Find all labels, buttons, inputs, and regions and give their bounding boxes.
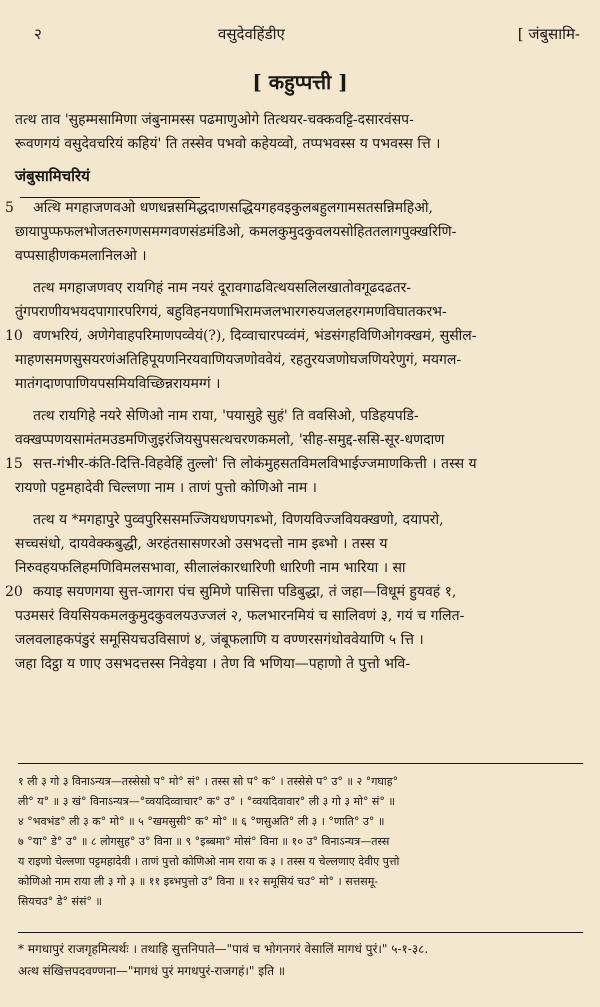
text-line: वक्खप्पणयसामंतमउडमणिजुइरंजियसुपसत्थचरणकमलो, 'सीह-समुद्द-ससि-सूर-धणदाण (15, 432, 445, 448)
text-line (5, 196, 590, 220)
footnote-divider (18, 932, 583, 933)
page-number: २ (34, 25, 42, 43)
line-number: 10 (5, 328, 23, 344)
note-line: य राइणो चेल्लणा पट्टमहादेवी । ताणं पुत्तो कोणिओ नाम राया क ३ । तस्स य चेल्लणाए देवीए पुत्तो (18, 855, 400, 868)
paragraph-start: तत्थ रायगिहे नयरे सेणिओ नाम राया, 'पयासुहे सुहं' ति ववसिओ, पडिहयपडि- (33, 408, 419, 424)
subheading-underline (20, 197, 200, 198)
text-line: जलवलाहकपंडुरं समूसियचउविसाणं ४, जंबूफलाणि य वण्णरसगंधोववेयाणि ५ त्ति । (15, 632, 424, 648)
line-content: कयाइ सयणगया सुत्त-जागरा पंच सुमिणे पासित्ता पडिबुद्धा, तं जहा—विधूमं हुयवहं १, (33, 584, 457, 600)
note-line: १ ली ३ गो ३ विनाऽन्यत्र—तस्सेसो प° मो° सं° । तस्स सो प° क° । तस्सेसे प° उ° ॥ २ °गघाह° (18, 775, 399, 788)
text-line: पउमसरं वियसियकमलकुमुदकुवलयउज्जलं २, फलभारनमियं च सालिवणं ३, गयं च गलित- (15, 608, 465, 624)
text-line (5, 580, 590, 604)
paragraph-start: तत्थ मगहाजणवए रायगिहं नाम नयरं दूरावगाढवित्थयसलिलखातोवगूढदढतर- (33, 280, 412, 296)
section-title: [ कहुप्पत्ती ] (252, 70, 348, 94)
running-right-title: [ जंबुसामि- (517, 25, 580, 43)
text-line (15, 276, 590, 300)
note-line: कोणिओ नाम राया ली ३ गो ३ ॥ ११ इब्भपुत्तो उ° विना ॥ १२ समूसियं चउ° मो° । सत्तसमू- (18, 875, 378, 888)
text-line: निरुवहयफलिहमणिविमलसभावा, सीलालंकारधारिणी धारिणी नाम भारिया । सा (15, 560, 406, 576)
notes-divider (18, 763, 583, 764)
main-text (5, 108, 590, 676)
note-line: सियचउ° डे° संसं° ॥ (18, 895, 103, 908)
variant-notes (18, 772, 583, 912)
line-number: 5 (5, 200, 14, 216)
text-line (5, 452, 590, 476)
note-line: ४ °भवभंड° ली ३ क° मो° ॥ ५ °खमसुसी° क° मो° ॥ ६ °णसुअति° ली ३ । °णाति° उ° ॥ (18, 815, 385, 828)
footnote-line: अत्थ संखित्तपदवण्णना—"मागधं पुरं मगधपुरं-राजगहं।" इति ॥ (18, 964, 286, 978)
subheading: जंबुसामिचरियं (15, 167, 90, 185)
line-number: 15 (5, 456, 23, 472)
text-line: रूवणगयं वसुदेवचरियं कहियं' ति तस्सेव पभवो कहेयव्वो, तप्पभवस्स य पभवस्स त्ति । (15, 136, 441, 152)
line-content: सत्त-गंभीर-कंति-दित्ति-विहवेहिं तुल्लो' त्ति लोकंमुहसतविमलविभाईज्जमाणकित्ती । तस्स य (33, 456, 477, 472)
text-line (15, 404, 590, 428)
text-line: मातंगदाणपाणियपसमियविच्छिन्नरायमग्गं । (15, 376, 221, 392)
text-line: वप्पसाहीणकमलानिलओ । (15, 248, 147, 264)
running-title: वसुदेवहिंडीए (218, 25, 285, 43)
text-line (15, 508, 590, 532)
text-line: सच्चसंधो, दायवेक्कबुद्धी, अरहंतसासणरओ उसभदत्तो नाम इब्भो । तस्स य (15, 536, 388, 552)
text-line: रायणो पट्टमहादेवी चिल्लणा नाम । ताणं पुत्तो कोणिओ नाम । (15, 480, 317, 496)
text-line: जहा दिट्ठा य णाए उसभदत्तस्स निवेइया । तेण वि भणिया—पहाणो ते पुत्तो भवि- (15, 656, 411, 672)
paragraph-start: तत्थ य *मगहापुरे पुव्वपुरिससमज्जियधणपगब्भो, विणयविज्जवियक्खणो, दयापरो, (33, 512, 444, 528)
paragraph-start: अत्थि मगहाजणवओ धणधन्नसमिद्धदाणसद्धियगहवइकुलबहुलगामसतसन्निमहिओ, (33, 200, 433, 216)
note-line: ली° य° ॥ ३ खं° विनाऽन्यत्र—°व्वयदिव्वाचार° क° उ° । °व्वयदिवावार° ली ३ गो ३ मो° सं° ॥ (18, 795, 395, 808)
line-number: 20 (5, 584, 23, 600)
text-line (5, 324, 590, 348)
footnote (18, 938, 583, 982)
note-line: ७ °या° डे° उ° ॥ ८ लोगसुह° उ° विना ॥ ९ °इब्बमा° मोसं° विना ॥ १० उ° विनाऽन्यत्र—तस्स (18, 835, 390, 848)
text-line: माहणसमणसुसयरणंअतिहिपूयणनिरयवाणियजणोववेयं, रहतुरयजणोघजणियरेणुगं, मयगल- (15, 352, 462, 368)
page-header (0, 24, 600, 46)
line-content: वणभरियं, अणेगेवाहपरिमाणपव्वेयं(?), दिव्वाचारपव्वंमं, भंडसंगहविणिओगक्खमं, सुसील- (33, 328, 477, 344)
footnote-line: * मगधापुरं राजगृहमित्यर्थः । तथाहि सुत्तनिपाते—"पावं च भोगनगरं वेसालिं मागधं पुरं।" ५-१-३८. (18, 942, 429, 956)
text-line: तुंगपराणीयभयदपागारपरिगयं, बहुविहनयणाभिरामजलभारगरुयजलहरगमणविघातकरभ- (15, 304, 447, 320)
text-line: तत्थ ताव 'सुहम्मसामिणा जंबुनामस्स पढमाणुओगे तित्थयर-चक्कवट्टि-दसारवंसप- (15, 112, 414, 128)
text-line: छायापुप्फफलभोजतरुगणसमग्गवणसंडमंडिओ, कमलकुमुदकुवलयसोहिततलागपुक्खरिणि- (15, 224, 457, 240)
